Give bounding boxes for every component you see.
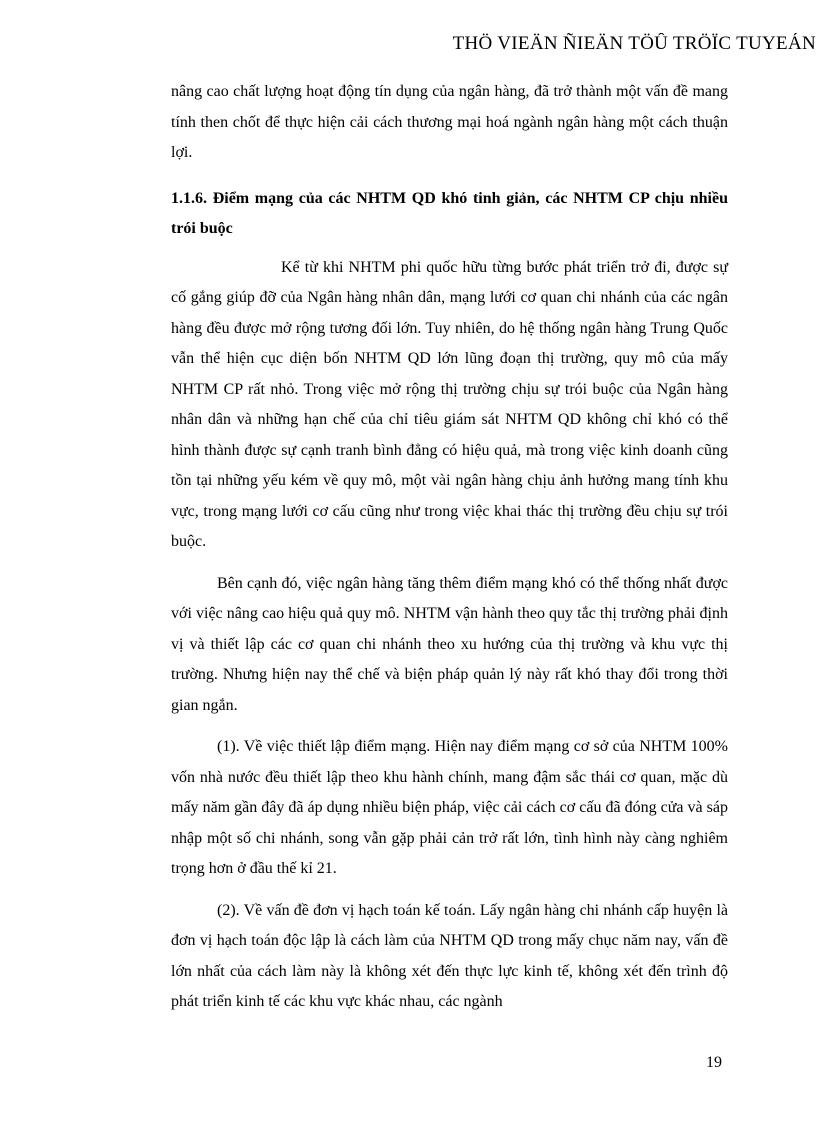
intro-paragraph: nâng cao chất lượng hoạt động tín dụng của ngân hàng, đã trở thành một vấn đề mang tính then chốt để thực hiện cải cách thương mại hoá ngành ngân hàng một cách thuận lợi.	[171, 83, 728, 161]
body-paragraph-4: (2). Về vấn đề đơn vị hạch toán kế toán. Lấy ngân hàng chi nhánh cấp huyện là đơn vị hạch toán độc lập là cách làm của NHTM QD trong mấy chục năm nay, vấn đề lớn nhất của cách làm này là không xét đến thực lực kinh tế, không xét đến trình độ phát triển kinh tế các khu vực khác nhau, các ngành	[171, 901, 728, 1010]
running-header: THÖ VIEÄN ÑIEÄN TÖÛ TRÖÏC TUYEÁN	[452, 33, 816, 54]
body-paragraph-2: Bên cạnh đó, việc ngân hàng tăng thêm điểm mạng khó có thể thống nhất được với việc nâng cao hiệu quả quy mô. NHTM vận hành theo quy tắc thị trường phải định vị và thiết lập các cơ quan chi nhánh theo xu hướng của thị trường và khu vực thị trường. Nhưng hiện nay thể chế và biện pháp quản lý này rất khó thay đổi trong thời gian ngắn.	[171, 574, 728, 714]
section-heading: 1.1.6. Điểm mạng của các NHTM QD khó tinh giản, các NHTM CP chịu nhiều trói buộc	[171, 189, 728, 237]
page-number: 19	[706, 1054, 722, 1071]
document-body	[171, 77, 728, 1018]
body-paragraph-3: (1). Về việc thiết lập điểm mạng. Hiện nay điểm mạng cơ sở của NHTM 100% vốn nhà nước đều thiết lập theo khu hành chính, mang đậm sắc thái cơ quan, mặc dù mấy năm gần đây đã áp dụng nhiều biện pháp, việc cải cách cơ cấu đã đóng cửa và sáp nhập một số chi nhánh, song vẫn gặp phải cản trở rất lớn, tình hình này càng nghiêm trọng hơn ở đầu thế kỉ 21.	[171, 738, 728, 877]
body-paragraph-1: Kể từ khi NHTM phi quốc hữu từng bước phát triển trở đi, được sự cố gắng giúp đỡ của Ngân hàng nhân dân, mạng lưới cơ quan chi nhánh của các ngân hàng đều được mở rộng tương đối lớn. Tuy nhiên, do hệ thống ngân hàng Trung Quốc vẫn thể hiện cục diện bốn NHTM QD lớn lũng đoạn thị trường, quy mô của mấy NHTM CP rất nhỏ. Trong việc mở rộng thị trường chịu sự trói buộc của Ngân hàng nhân dân và những hạn chế của chỉ tiêu giám sát NHTM QD không chỉ khó có thể hình thành được sự cạnh tranh bình đẳng có hiệu quả, mà trong việc kinh doanh cũng tồn tại những yếu kém về quy mô, một vài ngân hàng chịu ảnh hưởng mang tính khu vực, trong mạng lưới cơ cấu cũng như trong việc khai thác thị trường đều chịu sự trói buộc.	[171, 258, 728, 550]
